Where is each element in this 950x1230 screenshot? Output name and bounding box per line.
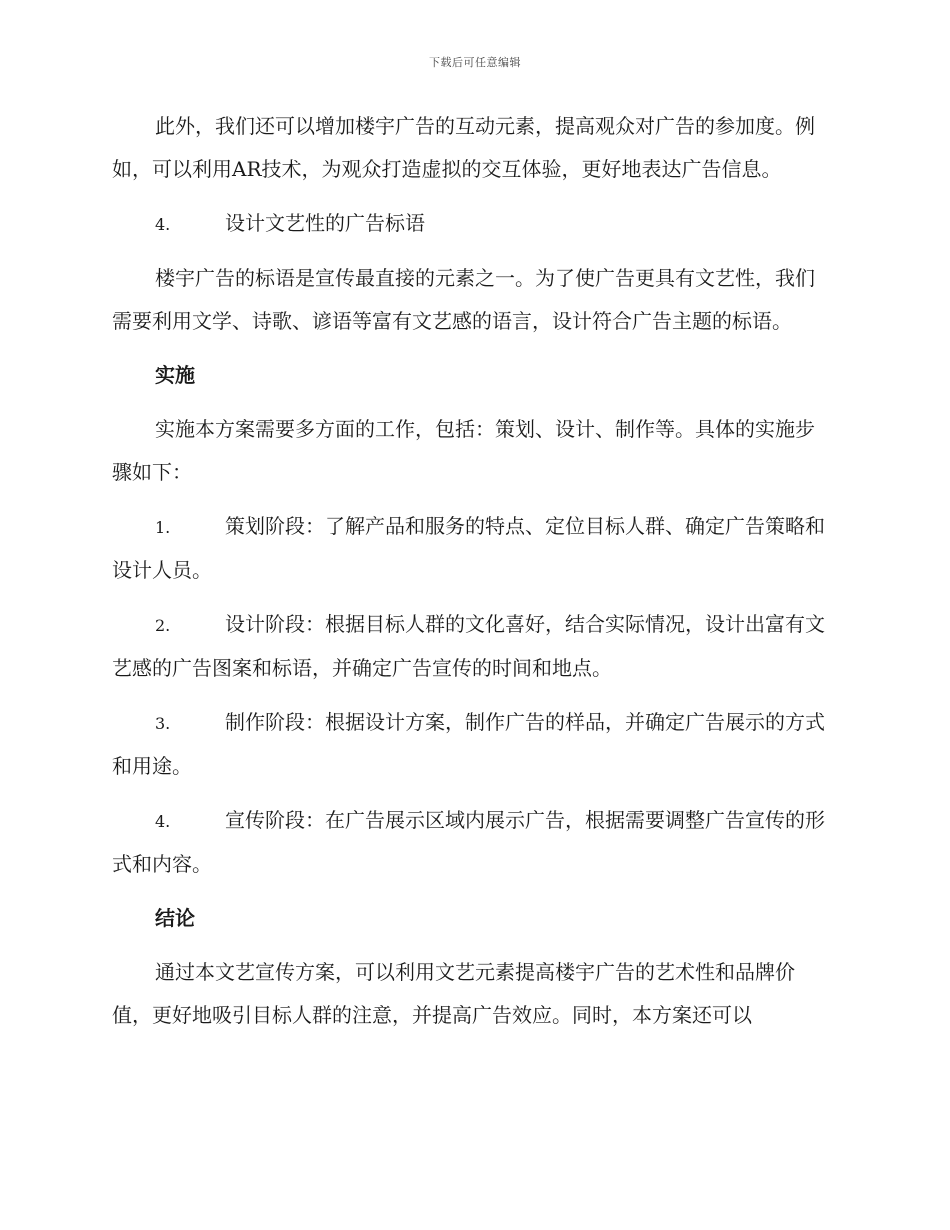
step-item-2 [112,603,834,690]
step-text: 宣传阶段：在广告展示区域内展示广告，根据需要调整广告宣传的形式和内容。 [112,808,825,876]
paragraph-slogan: 楼宇广告的标语是宣传最直接的元素之一。为了使广告更具有文艺性，我们需要利用文学、诗歌、谚语等富有文艺感的语言，设计符合广告主题的标语。 [112,266,815,333]
paragraph-implementation: 实施本方案需要多方面的工作，包括：策划、设计、制作等。具体的实施步骤如下： [112,417,815,484]
section-heading-implementation: 实施 [155,363,195,387]
list-number: 4. [155,215,171,234]
section-heading-conclusion: 结论 [155,906,195,930]
step-number: 2. [155,616,171,635]
document-body [112,105,834,1048]
step-number: 3. [155,714,171,733]
page-header: 下载后可任意编辑 [429,56,521,69]
list-item-text: 设计文艺性的广告标语 [225,211,425,235]
list-item-slogan-design [112,202,834,246]
paragraph-interactive-elements: 此外，我们还可以增加楼宇广告的互动元素，提高观众对广告的参加度。例如，可以利用AR技术，为观众打造虚拟的交互体验，更好地表达广告信息。 [112,114,815,181]
step-text: 制作阶段：根据设计方案，制作广告的样品，并确定广告展示的方式和用途。 [112,710,825,778]
paragraph-conclusion: 通过本文艺宣传方案，可以利用文艺元素提高楼宇广告的艺术性和品牌价值，更好地吸引目标人群的注意，并提高广告效应。同时，本方案还可以 [112,960,795,1027]
step-number: 1. [155,518,171,537]
step-text: 设计阶段：根据目标人群的文化喜好，结合实际情况，设计出富有文艺感的广告图案和标语，并确定广告宣传的时间和地点。 [112,612,825,680]
step-item-1 [112,505,834,592]
step-text: 策划阶段：了解产品和服务的特点、定位目标人群、确定广告策略和设计人员。 [112,514,825,582]
step-item-4 [112,799,834,886]
step-item-3 [112,701,834,788]
step-number: 4. [155,812,171,831]
